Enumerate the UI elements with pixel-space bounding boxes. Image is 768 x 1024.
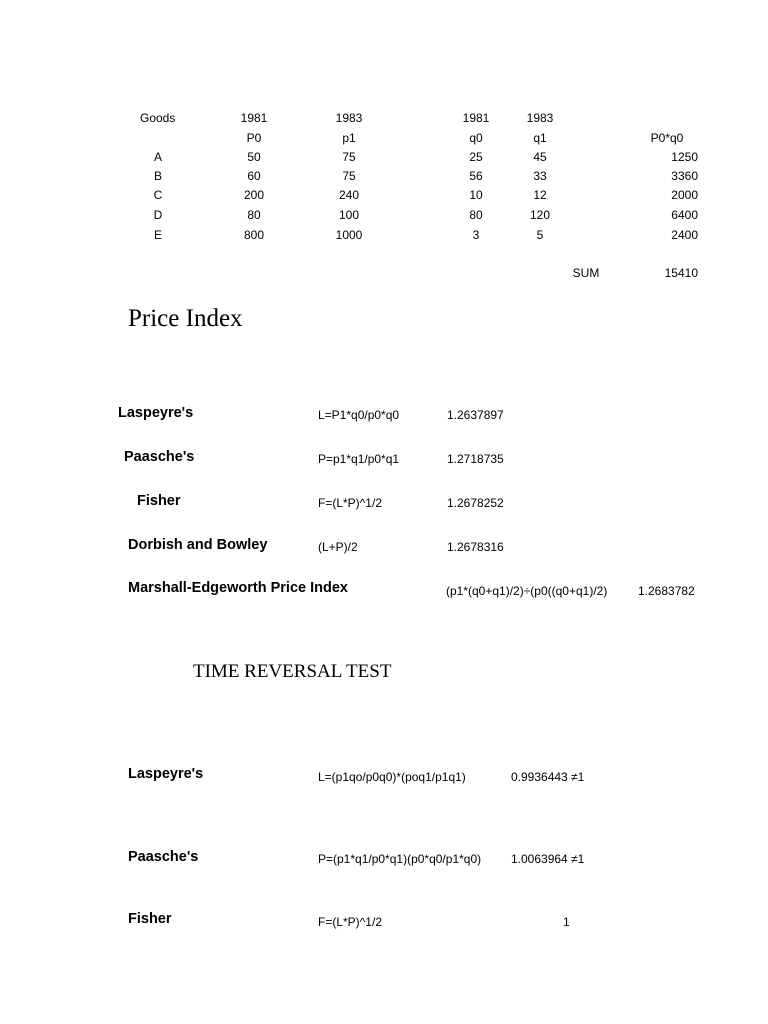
fisher-value: 1.2678252 <box>447 496 504 510</box>
table-cell: 25 <box>469 150 483 164</box>
header-q1: q1 <box>533 131 547 145</box>
header-q0: q0 <box>469 131 483 145</box>
paasche-formula: P=p1*q1/p0*q1 <box>318 452 400 466</box>
table-cell: D <box>153 208 163 222</box>
table-cell: 10 <box>469 188 483 202</box>
marshall-edgeworth-formula: (p1*(q0+q1)/2)÷(p0((q0+q1)/2) <box>446 584 608 598</box>
table-cell: 45 <box>533 150 547 164</box>
table-cell: B <box>153 169 163 183</box>
table-cell: 3360 <box>671 169 698 183</box>
tr-paasche-label: Paasche's <box>128 849 199 865</box>
marshall-edgeworth-value: 1.2683782 <box>638 584 695 598</box>
table-cell: 60 <box>247 169 261 183</box>
table-cell: 100 <box>338 208 360 222</box>
sum-label: SUM <box>572 266 600 280</box>
laspeyres-formula: L=P1*q0/p0*q0 <box>318 408 400 422</box>
table-cell: 80 <box>247 208 261 222</box>
table-cell: 3 <box>472 228 480 242</box>
tr-fisher-value: 1 <box>563 915 570 929</box>
dorbish-bowley-label: Dorbish and Bowley <box>128 537 268 553</box>
tr-fisher-formula: F=(L*P)^1/2 <box>318 915 382 929</box>
tr-fisher-label: Fisher <box>128 911 172 927</box>
tr-laspeyres-value: 0.9936443 ≠1 <box>511 770 585 784</box>
dorbish-bowley-value: 1.2678316 <box>447 540 504 554</box>
table-cell: 200 <box>243 188 265 202</box>
time-reversal-title: TIME REVERSAL TEST <box>193 661 392 682</box>
table-cell: 800 <box>243 228 265 242</box>
fisher-label: Fisher <box>137 493 181 509</box>
tr-paasche-formula: P=(p1*q1/p0*q1)(p0*q0/p1*q0) <box>318 852 482 866</box>
tr-laspeyres-label: Laspeyre's <box>128 766 204 782</box>
table-cell: 56 <box>469 169 483 183</box>
table-cell: 33 <box>533 169 547 183</box>
header-year-p1: 1983 <box>335 111 363 125</box>
table-cell: E <box>153 228 163 242</box>
table-cell: C <box>153 188 163 202</box>
header-p0: P0 <box>246 131 262 145</box>
marshall-edgeworth-label: Marshall-Edgeworth Price Index <box>128 580 348 596</box>
table-cell: 75 <box>342 169 356 183</box>
table-cell: 240 <box>338 188 360 202</box>
table-cell: 120 <box>529 208 551 222</box>
tr-paasche-value: 1.0063964 ≠1 <box>511 852 585 866</box>
table-cell: A <box>153 150 163 164</box>
table-cell: 1000 <box>335 228 363 242</box>
header-goods: Goods <box>140 111 176 125</box>
table-cell: 5 <box>536 228 544 242</box>
table-cell: 2400 <box>671 228 698 242</box>
fisher-formula: F=(L*P)^1/2 <box>318 496 382 510</box>
paasche-label: Paasche's <box>124 449 195 465</box>
header-p0q0: P0*q0 <box>650 131 684 145</box>
price-index-title: Price Index <box>128 305 243 332</box>
laspeyres-label: Laspeyre's <box>118 405 194 421</box>
laspeyres-value: 1.2637897 <box>447 408 504 422</box>
table-cell: 12 <box>533 188 547 202</box>
table-cell: 50 <box>247 150 261 164</box>
table-cell: 2000 <box>671 188 698 202</box>
table-cell: 80 <box>469 208 483 222</box>
table-cell: 1250 <box>671 150 698 164</box>
sum-value: 15410 <box>664 266 698 280</box>
header-p1: p1 <box>342 131 356 145</box>
tr-laspeyres-formula: L=(p1qo/p0q0)*(poq1/p1q1) <box>318 770 466 784</box>
table-cell: 75 <box>342 150 356 164</box>
header-year-p0: 1981 <box>240 111 268 125</box>
paasche-value: 1.2718735 <box>447 452 504 466</box>
header-year-q0: 1981 <box>462 111 490 125</box>
dorbish-bowley-formula: (L+P)/2 <box>318 540 358 554</box>
table-cell: 6400 <box>671 208 698 222</box>
header-year-q1: 1983 <box>526 111 554 125</box>
